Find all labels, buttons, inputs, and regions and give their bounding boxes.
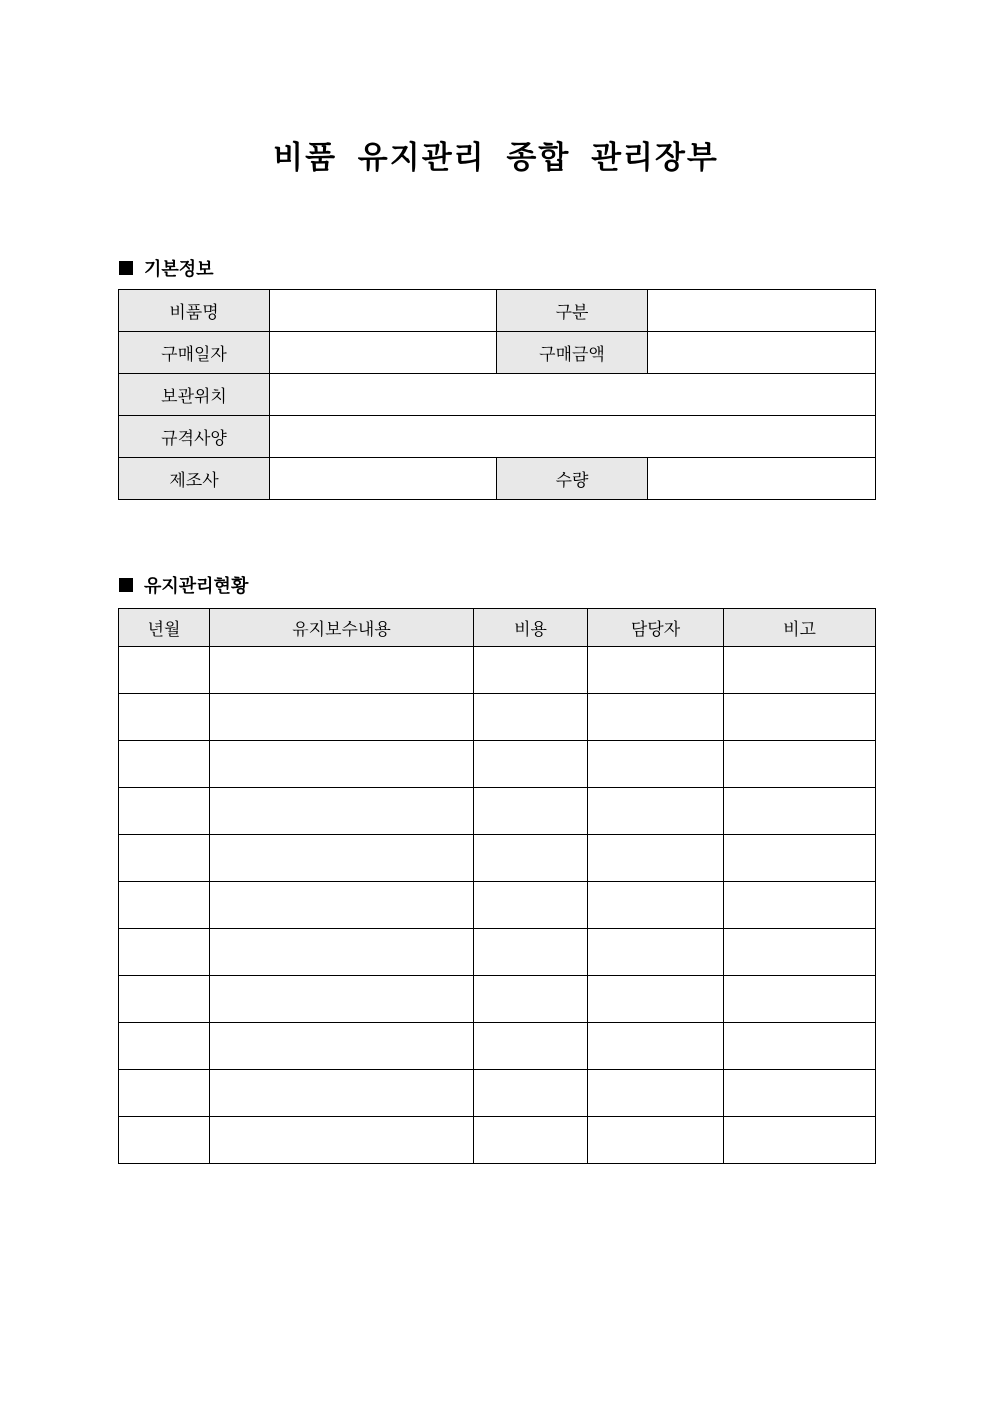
- table-row: [119, 976, 876, 1023]
- cell-maintenance-content[interactable]: [210, 835, 474, 882]
- cell-person-in-charge[interactable]: [588, 1117, 724, 1164]
- cell-person-in-charge[interactable]: [588, 976, 724, 1023]
- cell-year-month[interactable]: [119, 788, 210, 835]
- section-heading-maintenance: [119, 572, 248, 598]
- cell-remarks[interactable]: [724, 741, 876, 788]
- cell-year-month[interactable]: [119, 647, 210, 694]
- cell-cost[interactable]: [474, 647, 588, 694]
- table-row: [119, 1023, 876, 1070]
- cell-cost[interactable]: [474, 694, 588, 741]
- cell-person-in-charge[interactable]: [588, 882, 724, 929]
- cell-maintenance-content[interactable]: [210, 788, 474, 835]
- cell-year-month[interactable]: [119, 929, 210, 976]
- cell-maintenance-content[interactable]: [210, 1117, 474, 1164]
- cell-remarks[interactable]: [724, 1023, 876, 1070]
- page-title: 비품 유지관리 종합 관리장부: [273, 140, 719, 176]
- cell-remarks[interactable]: [724, 694, 876, 741]
- field-storage-location[interactable]: [270, 374, 876, 416]
- black-square-icon: [119, 261, 133, 275]
- label-item-name: 비품명: [119, 290, 270, 332]
- section-heading-basic-info: [119, 255, 214, 281]
- cell-person-in-charge[interactable]: [588, 788, 724, 835]
- cell-person-in-charge[interactable]: [588, 1023, 724, 1070]
- cell-person-in-charge[interactable]: [588, 647, 724, 694]
- cell-person-in-charge[interactable]: [588, 694, 724, 741]
- cell-remarks[interactable]: [724, 1117, 876, 1164]
- field-specification[interactable]: [270, 416, 876, 458]
- field-purchase-date[interactable]: [270, 332, 497, 374]
- field-quantity[interactable]: [648, 458, 876, 500]
- table-row: [119, 458, 876, 500]
- cell-person-in-charge[interactable]: [588, 741, 724, 788]
- cell-maintenance-content[interactable]: [210, 976, 474, 1023]
- cell-person-in-charge[interactable]: [588, 929, 724, 976]
- cell-remarks[interactable]: [724, 929, 876, 976]
- column-header-person-in-charge: 담당자: [588, 609, 724, 647]
- cell-maintenance-content[interactable]: [210, 647, 474, 694]
- table-row: [119, 332, 876, 374]
- section-heading-label: 유지관리현황: [144, 576, 249, 597]
- cell-year-month[interactable]: [119, 882, 210, 929]
- label-storage-location: 보관위치: [119, 374, 270, 416]
- cell-year-month[interactable]: [119, 694, 210, 741]
- cell-maintenance-content[interactable]: [210, 1070, 474, 1117]
- label-manufacturer: 제조사: [119, 458, 270, 500]
- column-header-year-month: 년월: [119, 609, 210, 647]
- cell-cost[interactable]: [474, 835, 588, 882]
- label-category: 구분: [497, 290, 648, 332]
- cell-cost[interactable]: [474, 1117, 588, 1164]
- cell-cost[interactable]: [474, 788, 588, 835]
- cell-year-month[interactable]: [119, 1117, 210, 1164]
- cell-year-month[interactable]: [119, 1070, 210, 1117]
- column-header-cost: 비용: [474, 609, 588, 647]
- cell-cost[interactable]: [474, 1070, 588, 1117]
- cell-remarks[interactable]: [724, 976, 876, 1023]
- cell-person-in-charge[interactable]: [588, 1070, 724, 1117]
- table-row: [119, 374, 876, 416]
- label-specification: 규격사양: [119, 416, 270, 458]
- table-row: [119, 694, 876, 741]
- table-row: [119, 1117, 876, 1164]
- label-purchase-amount: 구매금액: [497, 332, 648, 374]
- table-row: [119, 835, 876, 882]
- table-row: [119, 1070, 876, 1117]
- field-purchase-amount[interactable]: [648, 332, 876, 374]
- column-header-maintenance-content: 유지보수내용: [210, 609, 474, 647]
- cell-maintenance-content[interactable]: [210, 694, 474, 741]
- field-item-name[interactable]: [270, 290, 497, 332]
- field-manufacturer[interactable]: [270, 458, 497, 500]
- table-row: [119, 741, 876, 788]
- cell-maintenance-content[interactable]: [210, 882, 474, 929]
- cell-cost[interactable]: [474, 741, 588, 788]
- table-header-row: [119, 609, 876, 647]
- label-quantity: 수량: [497, 458, 648, 500]
- cell-year-month[interactable]: [119, 976, 210, 1023]
- black-square-icon: [119, 578, 133, 592]
- cell-remarks[interactable]: [724, 1070, 876, 1117]
- maintenance-table: [118, 608, 876, 1164]
- cell-year-month[interactable]: [119, 741, 210, 788]
- table-row: [119, 647, 876, 694]
- cell-year-month[interactable]: [119, 835, 210, 882]
- cell-cost[interactable]: [474, 882, 588, 929]
- cell-remarks[interactable]: [724, 647, 876, 694]
- column-header-remarks: 비고: [724, 609, 876, 647]
- table-row: [119, 416, 876, 458]
- cell-remarks[interactable]: [724, 882, 876, 929]
- cell-cost[interactable]: [474, 976, 588, 1023]
- label-purchase-date: 구매일자: [119, 332, 270, 374]
- field-category[interactable]: [648, 290, 876, 332]
- section-heading-label: 기본정보: [144, 259, 214, 280]
- table-row: [119, 929, 876, 976]
- table-row: [119, 788, 876, 835]
- table-row: [119, 882, 876, 929]
- cell-maintenance-content[interactable]: [210, 929, 474, 976]
- table-row: [119, 290, 876, 332]
- cell-cost[interactable]: [474, 929, 588, 976]
- basic-info-table: [118, 289, 876, 500]
- cell-person-in-charge[interactable]: [588, 835, 724, 882]
- cell-maintenance-content[interactable]: [210, 1023, 474, 1070]
- cell-year-month[interactable]: [119, 1023, 210, 1070]
- cell-maintenance-content[interactable]: [210, 741, 474, 788]
- cell-remarks[interactable]: [724, 788, 876, 835]
- cell-remarks[interactable]: [724, 835, 876, 882]
- cell-cost[interactable]: [474, 1023, 588, 1070]
